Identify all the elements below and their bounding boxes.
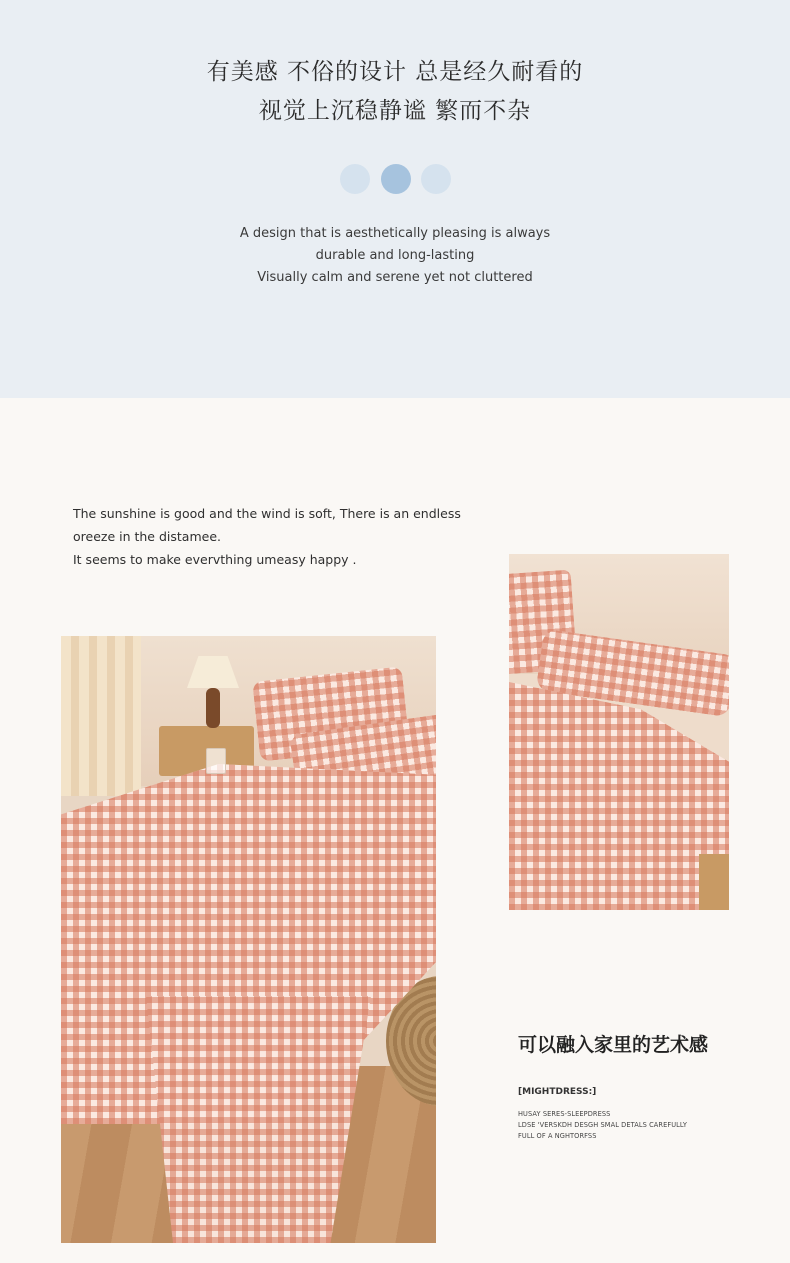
story-line-2: oreeze in the distamee.: [73, 529, 221, 544]
feature-line-2: LDSE 'VERSKDH DESGH SMAL DETALS CAREFULLY: [518, 1121, 687, 1129]
lamp-base: [206, 688, 220, 728]
intro-line-2: durable and long-lasting: [315, 248, 475, 263]
bedroom-photo: [61, 636, 436, 1243]
pager-dot-1[interactable]: [340, 164, 370, 194]
curtain: [61, 636, 141, 796]
headline-line-2: 视觉上沉稳静谧 繁而不杂: [258, 98, 532, 124]
bed-frame: [699, 854, 729, 910]
feature-line-1: HUSAY SERES-SLEEPDRESS: [518, 1110, 611, 1118]
bed-sheet-2: [509, 682, 729, 910]
headline-line-1: 有美感 不俗的设计 总是经久耐看的: [206, 59, 584, 85]
intro-line-3: Visually calm and serene yet not cluttered: [257, 270, 533, 285]
story-line-1: The sunshine is good and the wind is soft, There is an endless: [73, 506, 461, 521]
pillow-closeup-photo: [509, 554, 729, 910]
feature-tag: [MIGHTDRESS:]: [518, 1087, 597, 1097]
top-banner: [0, 0, 790, 398]
pager-dot-3[interactable]: [421, 164, 451, 194]
pager-dot-2-active[interactable]: [381, 164, 411, 194]
intro-line-1: A design that is aesthetically pleasing is always: [239, 226, 551, 241]
story-line-3: It seems to make evervthing umeasy happy .: [73, 552, 357, 567]
feature-line-3: FULL OF A NGHTORFSS: [518, 1132, 597, 1140]
glass-of-water: [206, 748, 226, 774]
feature-heading: 可以融入家里的艺术感: [518, 1034, 709, 1056]
